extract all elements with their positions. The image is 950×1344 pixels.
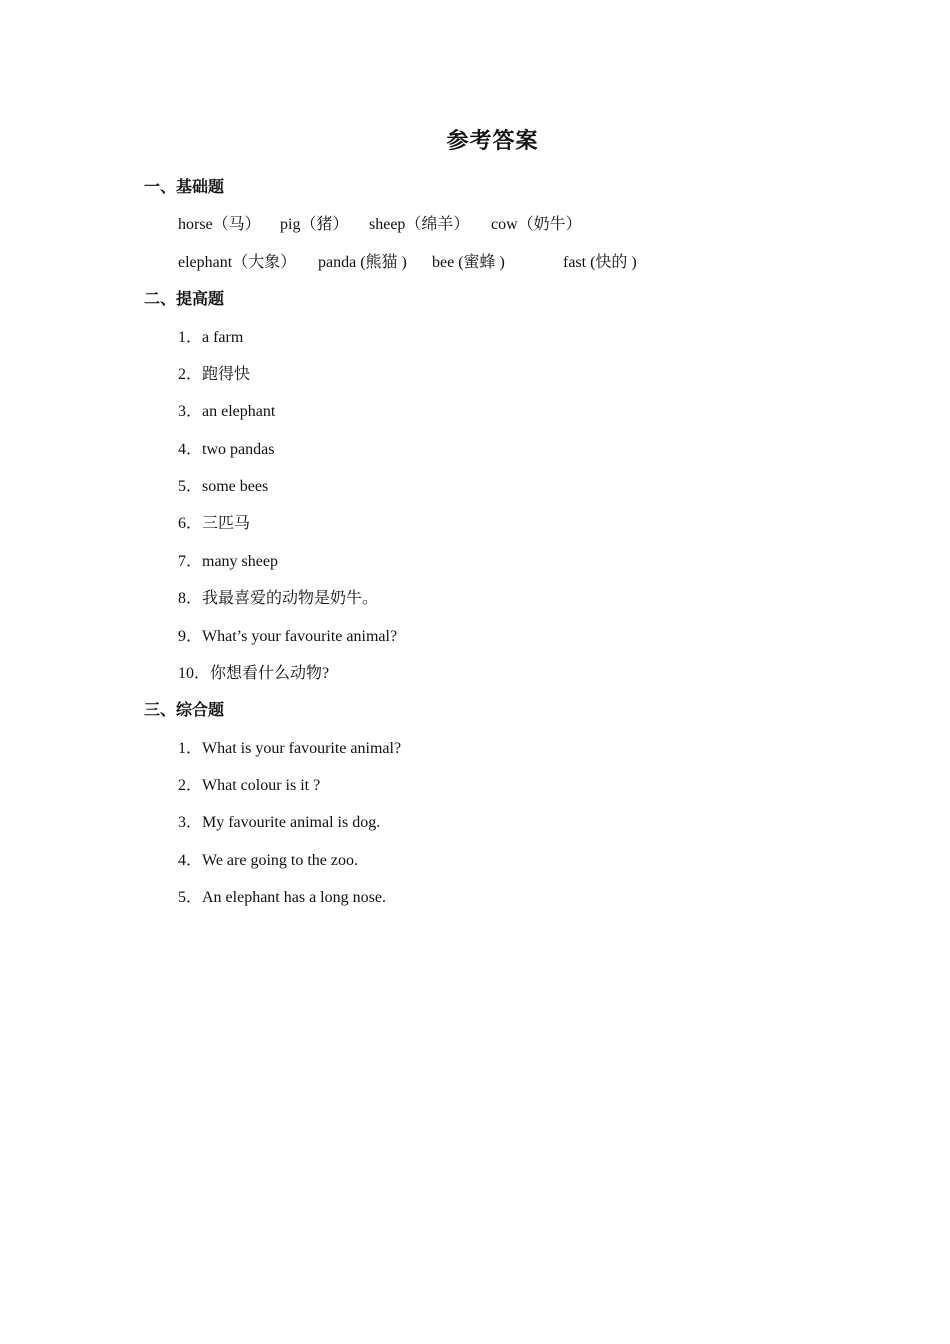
vocab-item: fast (快的 ) [563, 254, 637, 271]
section-basic-heading: 一、基础题 [144, 177, 225, 196]
answer-line: 5．An elephant has a long nose. [178, 889, 386, 906]
answer-line: 10．你想看什么动物? [178, 665, 330, 682]
vocab-item: bee (蜜蜂 ) [432, 254, 505, 271]
answer-line: 2．What colour is it ? [178, 777, 321, 794]
answer-line: 3．an elephant [178, 403, 276, 420]
answer-line: 2．跑得快 [178, 366, 251, 383]
answer-line: 5．some bees [178, 478, 269, 495]
answer-line: 9．What’s your favourite animal? [178, 628, 398, 645]
section-advanced-heading: 二、提高题 [144, 289, 225, 308]
answer-line: 3．My favourite animal is dog. [178, 814, 381, 831]
answer-line: 1．a farm [178, 329, 244, 346]
vocab-item: elephant（大象） [178, 254, 297, 271]
answer-line: 4．two pandas [178, 441, 275, 458]
answer-line: 8．我最喜爱的动物是奶牛。 [178, 590, 379, 607]
vocab-item: horse（马） [178, 216, 261, 233]
answer-line: 1．What is your favourite animal? [178, 740, 402, 757]
answer-line: 7．many sheep [178, 553, 278, 570]
page-title: 参考答案 [446, 129, 539, 154]
vocab-item: pig（猪） [280, 216, 349, 233]
section-comprehensive-heading: 三、综合题 [144, 700, 225, 719]
vocab-item: sheep（绵羊） [369, 216, 470, 233]
vocab-item: panda (熊猫 ) [318, 254, 407, 271]
vocab-item: cow（奶牛） [491, 216, 582, 233]
answer-line: 4．We are going to the zoo. [178, 852, 358, 869]
answer-line: 6．三匹马 [178, 515, 251, 532]
